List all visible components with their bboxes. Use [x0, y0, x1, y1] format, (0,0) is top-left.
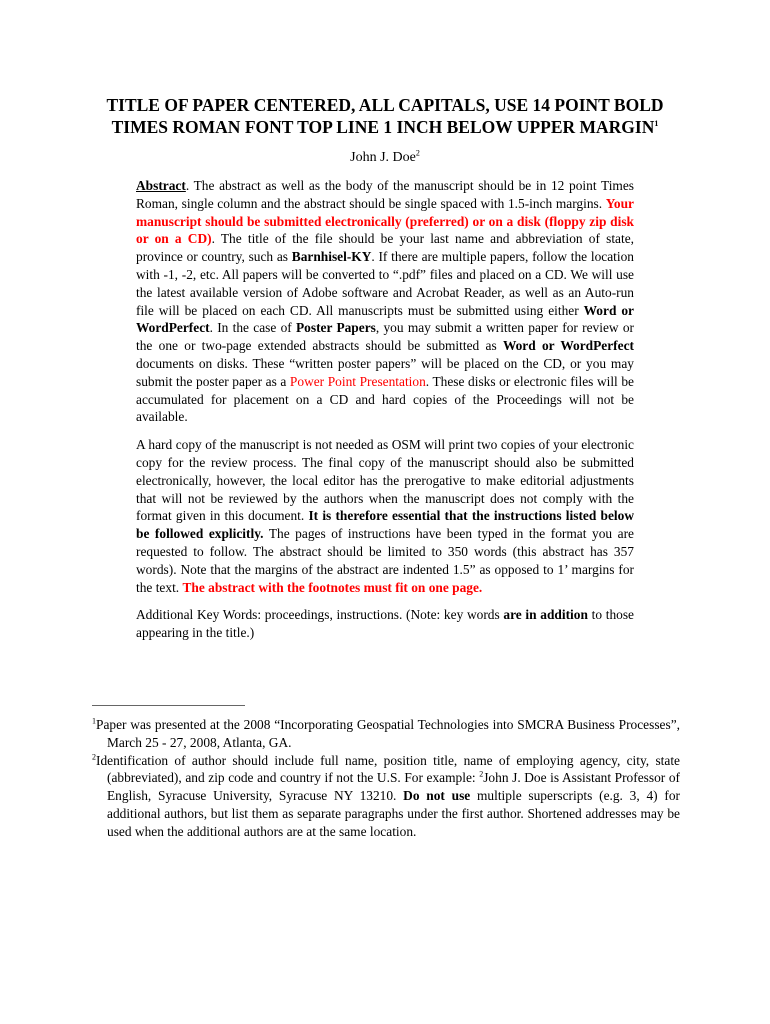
one-page-note: The abstract with the footnotes must fit on one page.: [182, 579, 483, 595]
abstract-text: . In the case of: [209, 320, 296, 336]
power-point-note: Power Point Presentation: [289, 373, 426, 389]
paper-title: [60, 94, 710, 138]
electronic-submission-note: Your manuscript should be submitted electronically (preferred) or on a disk (floppy zip disk or on a CD): [136, 195, 634, 247]
footnotes: [92, 716, 680, 841]
title-line-2: [60, 116, 710, 138]
footnote-2: [92, 752, 680, 841]
key-words-paragraph: [136, 606, 634, 642]
abstract-text: A hard copy of the manuscript is not needed as OSM will print two copies of your electronic copy for the review process. The final copy of the manuscript should also be submitted electronically, however, the local editor has the prerogative to make editorial adjustments that will not be reviewed by the authors when the manuscript does not comply with the format given in this document.: [136, 437, 634, 524]
abstract-text: . The abstract as well as the body of the manuscript should be in 12 point Times Roman, single column and the abstract should be single spaced with 1.5-inch margins.: [136, 178, 634, 211]
abstract-label: Abstract: [136, 178, 186, 193]
title-footnote-mark: 1: [654, 119, 659, 129]
abstract-text: , you may submit a written paper for review or the one or two-page extended abstracts should be submitted as: [136, 320, 634, 354]
author-footnote-mark: 2: [415, 148, 420, 158]
poster-papers-emphasis: Poster Papers: [295, 320, 376, 336]
abstract-block: [136, 177, 634, 652]
title-line-1: TITLE OF PAPER CENTERED, ALL CAPITALS, USE 14 POINT BOLD: [106, 95, 664, 115]
key-words-text: to those appearing in the title.): [136, 607, 634, 641]
filename-example: Barnhisel-KY: [291, 249, 372, 265]
footnote-2-mark: 2: [92, 752, 96, 762]
footnote-1-text: Paper was presented at the 2008 “Incorporating Geospatial Technologies into SMCRA Business Processes”, March 25 - 27, 2008, Atlanta, GA.: [96, 717, 680, 750]
author-line: [0, 149, 770, 167]
abstract-paragraph-1: [136, 177, 634, 426]
abstract-text: The pages of instructions have been typed in the format you are requested to follow. The abstract should be limited to 350 words (this abstract has 357 words). Note that the margins of the abstract are indented 1.5” as opposed to 1’ margins for the text.: [136, 526, 634, 595]
abstract-text: documents on disks. These “written poster papers” will be placed on the CD, or you may submit the poster paper as a: [136, 355, 634, 389]
do-not-use-emphasis: Do not use: [403, 788, 471, 804]
abstract-text: . The title of the file should be your last name and abbreviation of state, province or country, such as: [136, 231, 635, 265]
footnote-1: [92, 716, 680, 752]
footnote-1-mark: 1: [92, 716, 96, 726]
footnote-2-text: multiple superscripts (e.g. 3, 4) for additional authors, but list them as separate paragraphs under the first author. Shortened addresses may be used when the additional authors are at the same location.: [107, 788, 680, 839]
word-format-emphasis: Word or WordPerfect: [136, 302, 634, 336]
author-name: John J. Doe: [350, 150, 416, 165]
footnote-2-text: John J. Doe is Assistant Professor of English, Syracuse University, Syracuse NY 13210.: [107, 770, 680, 804]
abstract-paragraph-2: [136, 436, 634, 596]
word-format-emphasis: Word or WordPerfect: [502, 338, 634, 354]
footnote-2-text: Identification of author should include full name, position title, name of employing agency, city, state (abbreviated), and zip code and country if not the U.S. For example:: [96, 752, 680, 786]
abstract-text: . If there are multiple papers, follow the location with -1, -2, etc. All papers will be converted to “.pdf” files and placed on a CD. We will use the latest available version of Adobe software and Acrobat Reader, as well as an Auto-run file will be placed on each CD. All manuscripts must be submitted using either: [136, 249, 634, 318]
title-line-2-text: TIMES ROMAN FONT TOP LINE 1 INCH BELOW UPPER MARGIN: [111, 117, 655, 137]
key-words-text: Additional Key Words: proceedings, instructions. (Note: key words: [136, 607, 504, 623]
essential-instructions-note: It is therefore essential that the instructions listed below be followed explicitly.: [136, 508, 634, 542]
footnote-separator: [92, 705, 245, 706]
footnote-2-example-mark: 2: [479, 769, 484, 779]
key-words-emphasis: are in addition: [503, 607, 588, 623]
abstract-text: . These disks or electronic files will be accumulated for placement on a CD and hard copies of the Proceedings will not be available.: [136, 373, 634, 425]
